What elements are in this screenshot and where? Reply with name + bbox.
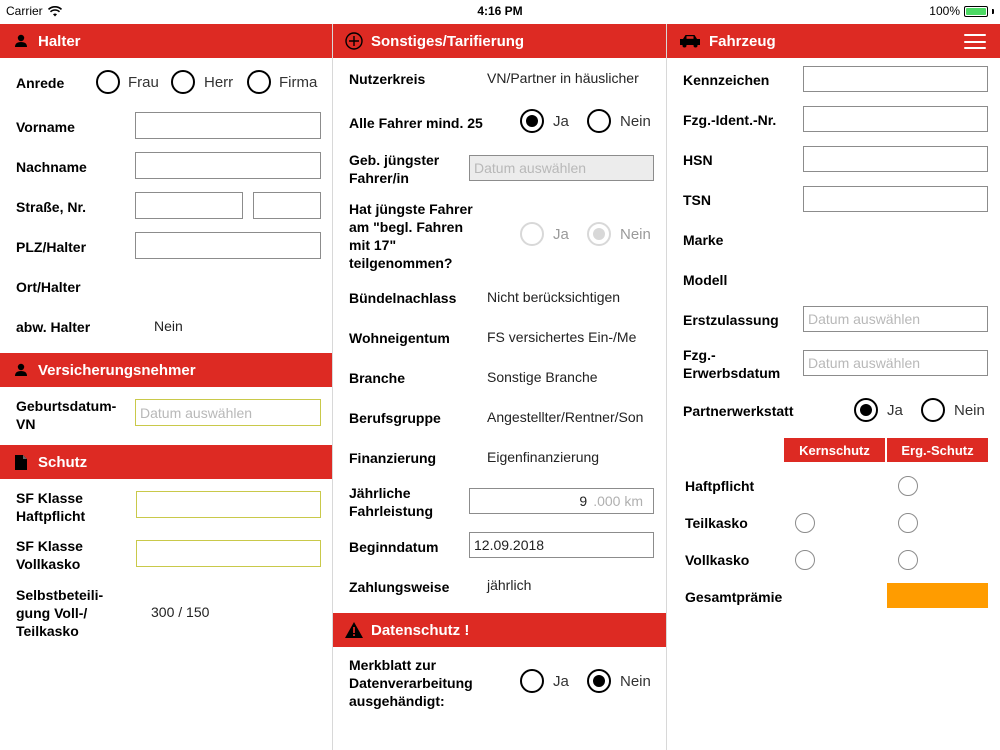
zahlungsweise-value[interactable]: jährlich: [487, 577, 532, 593]
selbstbeteiligung-value[interactable]: 300 / 150: [151, 604, 210, 620]
kennzeichen-input[interactable]: [803, 66, 988, 92]
section-title-schutz: Schutz: [38, 453, 88, 471]
plus-circle-icon: [345, 32, 363, 50]
teilkasko-erg-radio[interactable]: [898, 513, 918, 533]
berufsgruppe-value[interactable]: Angestellter/Rentner/Son: [487, 409, 644, 425]
alle-fahrer-ja-label: Ja: [553, 113, 569, 130]
section-header-halter: [0, 24, 333, 58]
document-icon: [12, 453, 30, 471]
sf-vollkasko-label: SF Klasse Vollkasko: [16, 538, 83, 572]
column-fahrzeug: [667, 24, 1000, 750]
tsn-input[interactable]: [803, 186, 988, 212]
erstzulassung-label: Erstzulassung: [683, 312, 779, 328]
teilkasko-label: Teilkasko: [685, 515, 748, 531]
ort-label: Ort/Halter: [16, 279, 81, 295]
plz-label: PLZ/Halter: [16, 239, 87, 255]
section-header-datenschutz: [333, 613, 667, 647]
modell-label: Modell: [683, 272, 728, 288]
section-title-halter: Halter: [38, 32, 81, 50]
merkblatt-nein-label: Nein: [620, 673, 651, 690]
geb-juengster-input[interactable]: Datum auswählen: [469, 155, 654, 181]
battery: [929, 4, 994, 18]
buendelnachlass-value[interactable]: Nicht berücksichtigen: [487, 289, 621, 305]
vollkasko-kern-radio[interactable]: [795, 550, 815, 570]
erwerbsdatum-input[interactable]: Datum auswählen: [803, 350, 988, 376]
car-icon: [679, 32, 701, 50]
sf-vollkasko-input[interactable]: [136, 540, 321, 567]
anrede-frau-radio[interactable]: [96, 70, 120, 94]
anrede-herr-radio[interactable]: [171, 70, 195, 94]
erwerbsdatum-label: Fzg.- Erwerbsdatum: [683, 347, 781, 381]
geburtsdatum-input[interactable]: Datum auswählen: [135, 399, 321, 426]
vollkasko-label: Vollkasko: [685, 552, 750, 568]
haftpflicht-erg-radio[interactable]: [898, 476, 918, 496]
tsn-label: TSN: [683, 192, 711, 208]
finanzierung-label: Finanzierung: [349, 450, 437, 466]
gesamtpraemie-label: Gesamtprämie: [685, 589, 783, 605]
alle-fahrer-nein-radio[interactable]: [587, 109, 611, 133]
zahlungsweise-label: Zahlungsweise: [349, 579, 450, 595]
section-header-sonstiges: [333, 24, 667, 58]
section-header-vn: [0, 353, 333, 387]
begl-fahren-ja-label: Ja: [553, 226, 569, 243]
begl-fahren-ja-radio[interactable]: [520, 222, 544, 246]
partnerwerkstatt-nein-radio[interactable]: [921, 398, 945, 422]
strasse-label: Straße, Nr.: [16, 199, 87, 215]
alle-fahrer-ja-radio[interactable]: [520, 109, 544, 133]
branche-label: Branche: [349, 370, 406, 386]
gesamtpraemie-value-box: [887, 583, 988, 608]
hausnummer-input[interactable]: [253, 192, 321, 219]
hsn-label: HSN: [683, 152, 713, 168]
column-halter: [0, 24, 333, 750]
sf-haftpflicht-input[interactable]: [136, 491, 321, 518]
kennzeichen-label: Kennzeichen: [683, 72, 770, 88]
selbstbeteiligung-label: Selbstbeteili- gung Voll-/ Teilkasko: [16, 587, 104, 639]
partnerwerkstatt-ja-label: Ja: [887, 402, 903, 419]
vollkasko-erg-radio[interactable]: [898, 550, 918, 570]
partnerwerkstatt-label: Partnerwerkstatt: [683, 403, 794, 419]
person-icon: [12, 361, 30, 379]
teilkasko-kern-radio[interactable]: [795, 513, 815, 533]
merkblatt-ja-radio[interactable]: [520, 669, 544, 693]
abw-halter-value[interactable]: Nein: [154, 318, 183, 334]
anrede-frau-label: Frau: [128, 74, 159, 91]
section-title-fahrzeug: Fahrzeug: [709, 32, 776, 50]
person-icon: [12, 32, 30, 50]
anrede-firma-label: Firma: [279, 74, 318, 91]
vorname-label: Vorname: [16, 119, 75, 135]
warning-icon: [345, 621, 363, 639]
begl-fahren-nein-label: Nein: [620, 226, 651, 243]
beginndatum-label: Beginndatum: [349, 539, 439, 555]
fahrleistung-input[interactable]: [469, 488, 654, 514]
fin-label: Fzg.-Ident.-Nr.: [683, 112, 777, 128]
nachname-input[interactable]: [135, 152, 321, 179]
geb-juengster-label: Geb. jüngster Fahrer/in: [349, 152, 440, 186]
anrede-herr-label: Herr: [204, 74, 234, 91]
status-bar: [0, 0, 1000, 22]
nutzerkreis-value[interactable]: VN/Partner in häuslicher: [487, 70, 639, 86]
clock: 4:16 PM: [477, 4, 523, 18]
anrede-label: Anrede: [16, 75, 65, 91]
beginndatum-input[interactable]: 12.09.2018: [469, 532, 654, 558]
fahrleistung-label: Jährliche Fahrleistung: [349, 485, 434, 519]
sf-haftpflicht-label: SF Klasse Haftpflicht: [16, 490, 86, 524]
alle-fahrer-nein-label: Nein: [620, 113, 651, 130]
anrede-firma-radio[interactable]: [247, 70, 271, 94]
finanzierung-value[interactable]: Eigenfinanzierung: [487, 449, 600, 465]
begl-fahren-label: Hat jüngste Fahrer am "begl. Fahren mit 17" teilgenommen?: [349, 201, 473, 271]
partnerwerkstatt-nein-label: Nein: [954, 402, 985, 419]
marke-label: Marke: [683, 232, 724, 248]
kernschutz-header[interactable]: Kernschutz: [784, 438, 885, 462]
wohneigentum-value[interactable]: FS versichertes Ein-/Me: [487, 329, 637, 345]
merkblatt-ja-label: Ja: [553, 673, 569, 690]
battery-icon: [964, 6, 988, 17]
hsn-input[interactable]: [803, 146, 988, 172]
merkblatt-label: Merkblatt zur Datenverarbeitung ausgehändigt:: [349, 657, 473, 709]
section-title-sonstiges: Sonstiges/Tarifierung: [371, 32, 525, 50]
column-sonstiges: [333, 24, 667, 750]
nutzerkreis-label: Nutzerkreis: [349, 71, 426, 87]
battery-percent: 100%: [929, 4, 960, 18]
berufsgruppe-label: Berufsgruppe: [349, 410, 441, 426]
section-title-datenschutz: Datenschutz !: [371, 621, 470, 639]
strasse-input[interactable]: [135, 192, 243, 219]
haftpflicht-label: Haftpflicht: [685, 478, 755, 494]
merkblatt-nein-radio[interactable]: [587, 669, 611, 693]
plz-input[interactable]: [135, 232, 321, 259]
geburtsdatum-label: Geburtsdatum- VN: [16, 398, 117, 432]
vorname-input[interactable]: [135, 112, 321, 139]
wohneigentum-label: Wohneigentum: [349, 330, 450, 346]
section-header-schutz: [0, 445, 333, 479]
nachname-label: Nachname: [16, 159, 87, 175]
branche-value[interactable]: Sonstige Branche: [487, 369, 598, 385]
section-title-vn: Versicherungsnehmer: [38, 361, 196, 379]
partnerwerkstatt-ja-radio[interactable]: [854, 398, 878, 422]
erstzulassung-input[interactable]: Datum auswählen: [803, 306, 988, 332]
ergschutz-header[interactable]: Erg.-Schutz: [887, 438, 988, 462]
begl-fahren-nein-radio[interactable]: [587, 222, 611, 246]
menu-icon[interactable]: [964, 34, 986, 49]
carrier-label: Carrier: [6, 4, 43, 18]
fahrleistung-value: 9: [579, 493, 588, 509]
buendelnachlass-label: Bündelnachlass: [349, 290, 457, 306]
section-header-fahrzeug: [667, 24, 1000, 58]
alle-fahrer-label: Alle Fahrer mind. 25: [349, 115, 483, 131]
fin-input[interactable]: [803, 106, 988, 132]
abw-halter-label: abw. Halter: [16, 319, 91, 335]
fahrleistung-unit: .000 km: [593, 493, 643, 509]
